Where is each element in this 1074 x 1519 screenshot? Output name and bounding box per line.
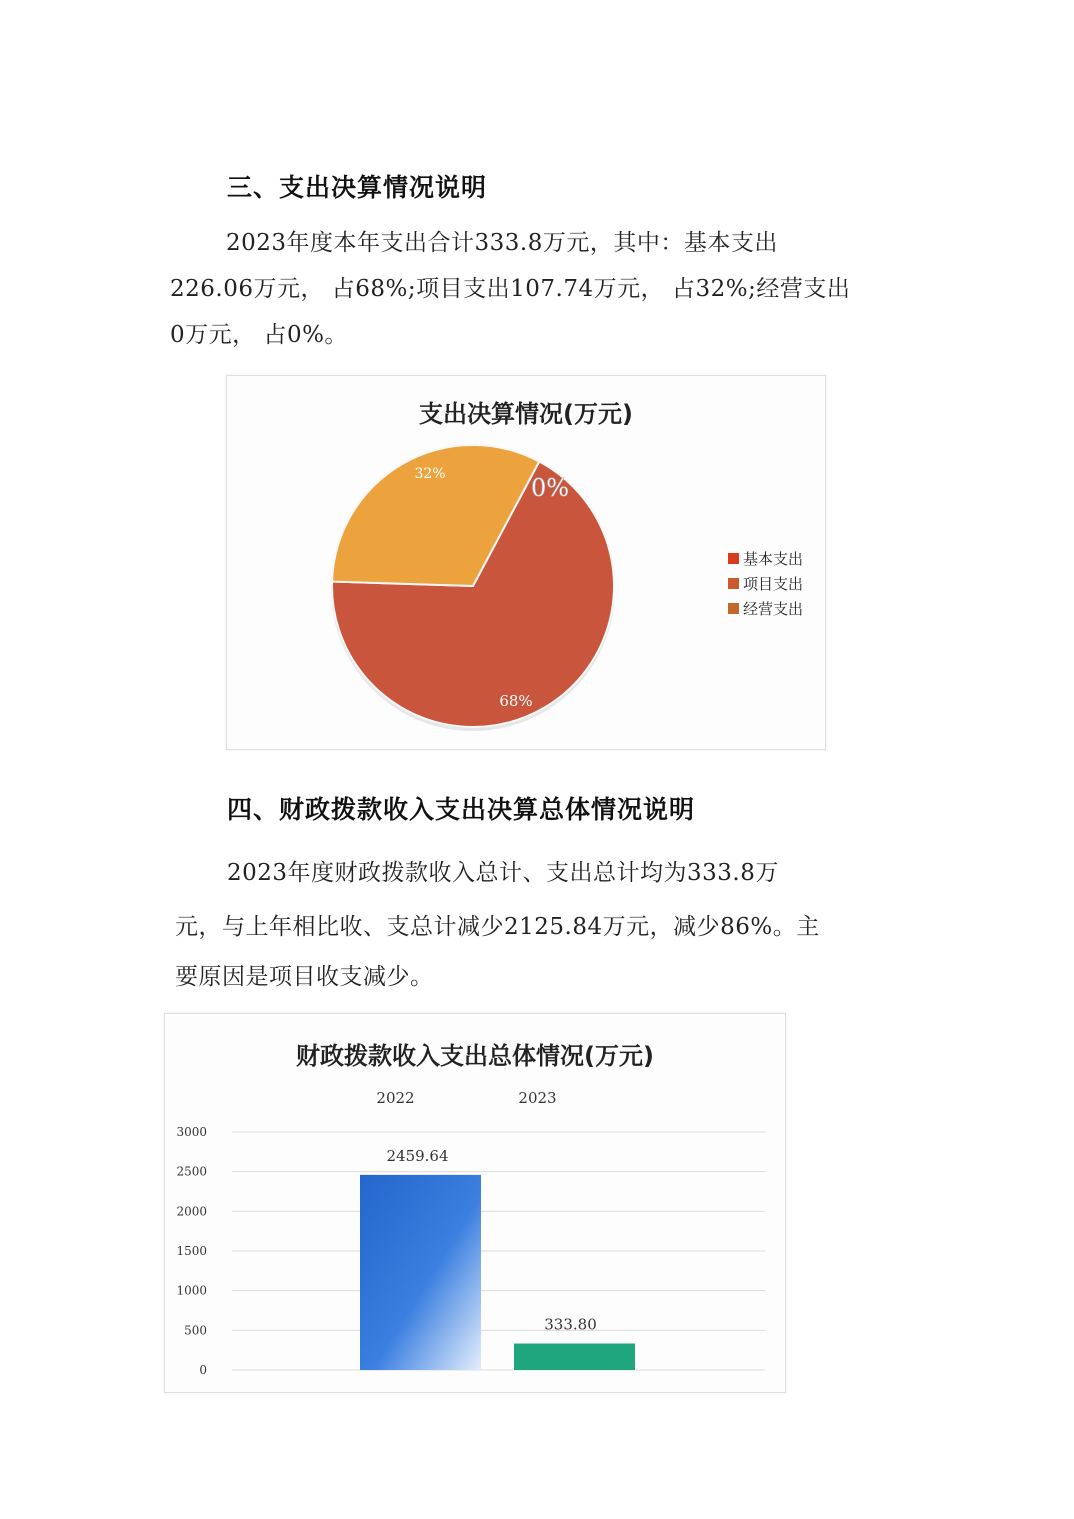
legend-label: 项目支出: [743, 575, 804, 593]
y-tick-label: 0: [199, 1363, 207, 1377]
paragraph-line: 元，与上年相比收、支总计减少2125.84万元，减少86%。主: [175, 914, 820, 940]
legend-label: 基本支出: [743, 550, 804, 568]
y-tick-label: 1000: [176, 1283, 207, 1298]
category-label: 2023: [518, 1089, 557, 1107]
paragraph-line: 226.06万元， 占68%;项目支出107.74万元， 占32%;经营支出: [170, 276, 851, 302]
legend-label: 经营支出: [743, 600, 804, 618]
y-tick-label: 1500: [176, 1244, 207, 1258]
y-tick-label: 2500: [176, 1164, 207, 1179]
section-heading-fiscal: 四、财政拨款收入支出决算总体情况说明: [227, 795, 696, 824]
bar-data-label: 2459.64: [386, 1146, 449, 1165]
y-tick-label: 3000: [176, 1125, 207, 1139]
paragraph-line: 2023年度本年支出合计333.8万元，其中：基本支出: [226, 230, 778, 256]
bar-2023: [514, 1344, 635, 1370]
pie-label-operating: 0%: [530, 474, 570, 502]
paragraph-line: 2023年度财政拨款收入总计、支出总计均为333.8万: [227, 860, 779, 886]
category-label: 2022: [376, 1089, 415, 1107]
bar-2022: [360, 1175, 481, 1370]
bar-chart-title: 财政拨款收入支出总体情况(万元): [296, 1042, 654, 1070]
y-tick-label: 500: [184, 1323, 207, 1338]
pie-chart-title: 支出决算情况(万元): [419, 400, 633, 428]
section-heading-expenditure: 三、支出决算情况说明: [227, 173, 488, 202]
pie-label-project: 32%: [414, 466, 446, 482]
bar-data-label: 333.80: [544, 1315, 597, 1334]
paragraph-line: 0万元， 占0%。: [170, 322, 348, 348]
paragraph-line: 要原因是项目收支减少。: [175, 964, 434, 990]
y-tick-label: 2000: [176, 1204, 207, 1219]
pie-label-basic: 68%: [499, 692, 533, 710]
